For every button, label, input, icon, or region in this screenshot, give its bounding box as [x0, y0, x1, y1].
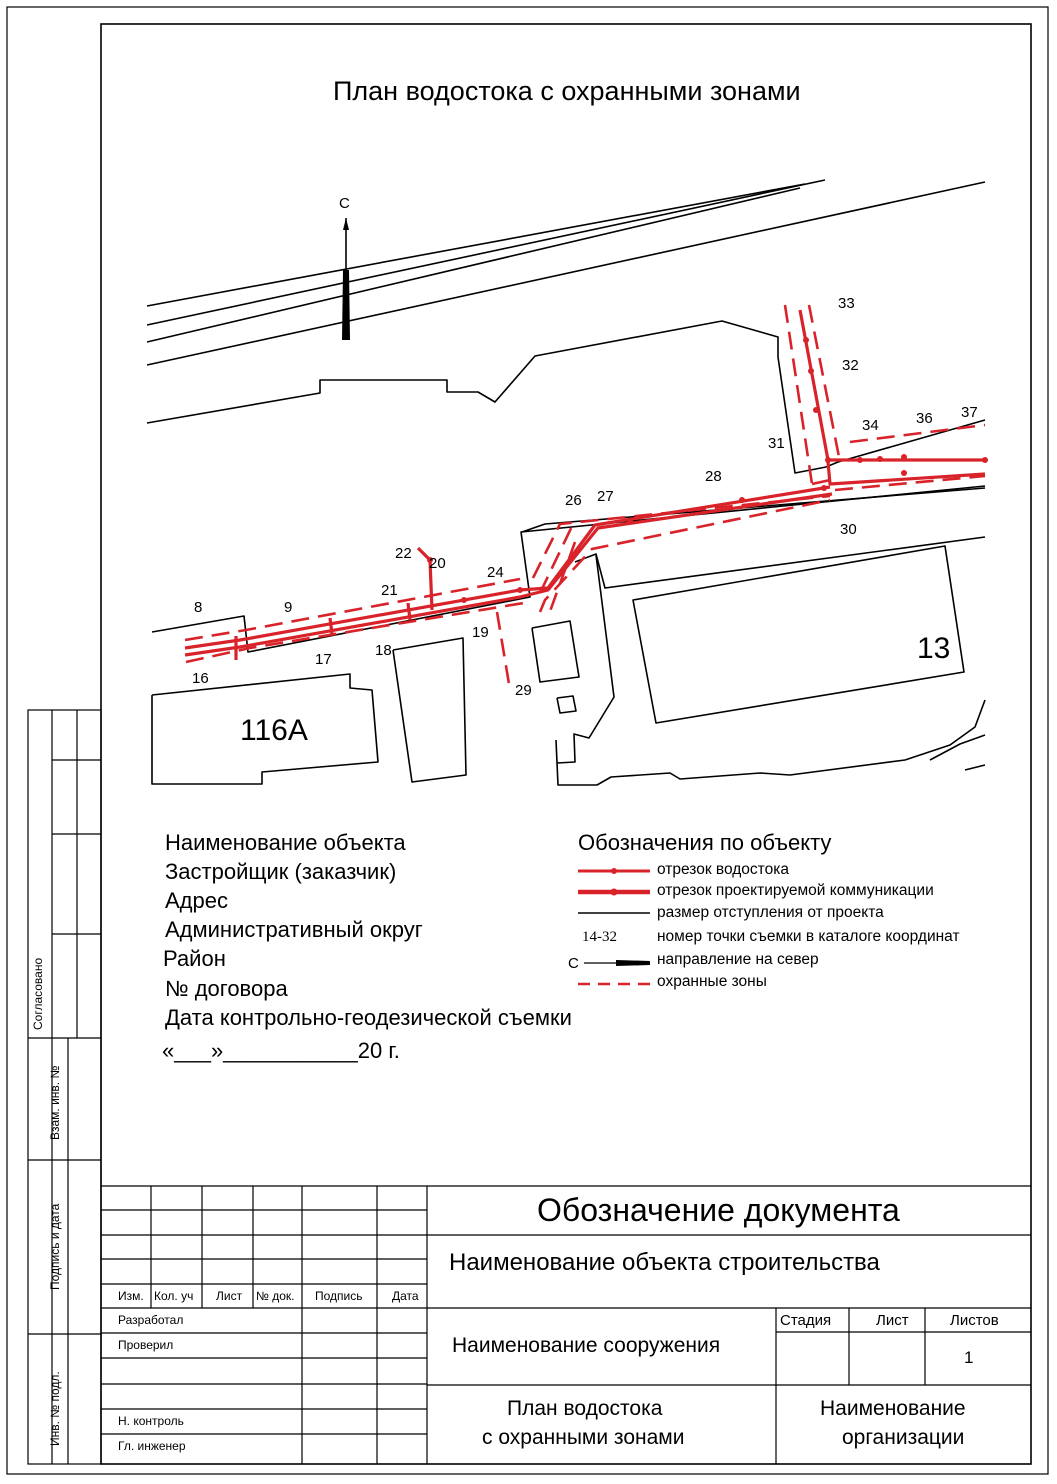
- stamp-role-control: Н. контроль: [118, 1414, 184, 1428]
- point-31: 31: [768, 435, 785, 452]
- legend-projected: отрезок проектируемой коммуникации: [657, 882, 934, 899]
- stamp-stage: Стадия: [780, 1312, 832, 1329]
- point-20: 20: [429, 555, 446, 572]
- point-33: 33: [838, 295, 855, 312]
- stamp-col-doc: № док.: [256, 1289, 295, 1303]
- point-21: 21: [381, 582, 398, 599]
- legend-symbols: [578, 868, 650, 984]
- point-28: 28: [705, 468, 722, 485]
- stamp-org-line1: Наименование: [820, 1397, 966, 1420]
- side-inv-orig: Инв. № подл.: [48, 1371, 62, 1446]
- side-sign-date: Подпись и дата: [48, 1203, 62, 1290]
- field-contract: № договора: [165, 976, 288, 1001]
- plan-title: План водостока с охранными зонами: [333, 76, 801, 106]
- point-26: 26: [565, 492, 582, 509]
- legend-sample-north: С: [568, 955, 579, 972]
- north-arrow: [342, 218, 350, 340]
- point-24: 24: [487, 564, 504, 581]
- point-27: 27: [597, 488, 614, 505]
- side-inv-vzam: Взам. инв. №: [48, 1065, 62, 1140]
- field-area: Район: [163, 946, 226, 971]
- point-18: 18: [375, 642, 392, 659]
- legend-drain: отрезок водостока: [657, 861, 789, 878]
- legend-sample-point: 14-32: [582, 929, 617, 945]
- legend-north: направление на север: [657, 951, 819, 968]
- point-37: 37: [961, 404, 978, 421]
- field-date-line: «___»___________20 г.: [162, 1038, 400, 1063]
- point-22: 22: [395, 545, 412, 562]
- field-object-name: Наименование объекта: [165, 830, 406, 855]
- stamp-role-checked: Проверил: [118, 1338, 174, 1352]
- stamp-col-kol: Кол. уч: [154, 1289, 194, 1303]
- stamp-col-sign: Подпись: [315, 1289, 363, 1303]
- side-agreed: Согласовано: [31, 957, 45, 1030]
- stamp-col-izm: Изм.: [118, 1289, 144, 1303]
- stamp-role-engineer: Гл. инженер: [118, 1439, 186, 1453]
- legend-deviation: размер отступления от проекта: [657, 904, 884, 921]
- stamp-sheet: Лист: [876, 1312, 909, 1329]
- field-address: Адрес: [165, 888, 228, 913]
- building-116a-label: 116А: [240, 714, 308, 747]
- point-9: 9: [284, 599, 293, 616]
- point-19: 19: [472, 624, 489, 641]
- north-label: С: [339, 195, 350, 212]
- point-34: 34: [862, 417, 879, 434]
- stamp-col-date: Дата: [392, 1289, 419, 1303]
- field-district: Административный округ: [165, 917, 423, 942]
- field-developer: Застройщик (заказчик): [165, 859, 397, 884]
- legend-heading: Обозначения по объекту: [578, 830, 832, 855]
- legend-point-number: номер точки съемки в каталоге координат: [657, 928, 960, 945]
- point-17: 17: [315, 651, 332, 668]
- stamp-sheets: Листов: [950, 1312, 999, 1329]
- stamp-structure: Наименование сооружения: [452, 1334, 721, 1357]
- stamp-role-developed: Разработал: [118, 1313, 184, 1327]
- side-stamp: [28, 710, 101, 1464]
- point-8: 8: [194, 599, 203, 616]
- stamp-col-list: Лист: [216, 1289, 243, 1303]
- point-30: 30: [840, 521, 857, 538]
- field-survey-date: Дата контрольно-геодезической съемки: [165, 1005, 572, 1030]
- point-32: 32: [842, 357, 859, 374]
- stamp-sheets-value: 1: [964, 1348, 974, 1367]
- point-16: 16: [192, 670, 209, 687]
- stamp-org-line2: организации: [842, 1426, 965, 1449]
- point-29: 29: [515, 682, 532, 699]
- stamp-plan-line2: с охранными зонами: [482, 1426, 685, 1449]
- legend-zones: охранные зоны: [657, 973, 767, 990]
- drain-lines: [185, 310, 985, 660]
- building-13-label: 13: [917, 632, 951, 665]
- stamp-doc: Обозначение документа: [537, 1192, 900, 1228]
- point-36: 36: [916, 410, 933, 427]
- stamp-plan-line1: План водостока: [507, 1397, 663, 1420]
- stamp-object: Наименование объекта строительства: [449, 1249, 880, 1276]
